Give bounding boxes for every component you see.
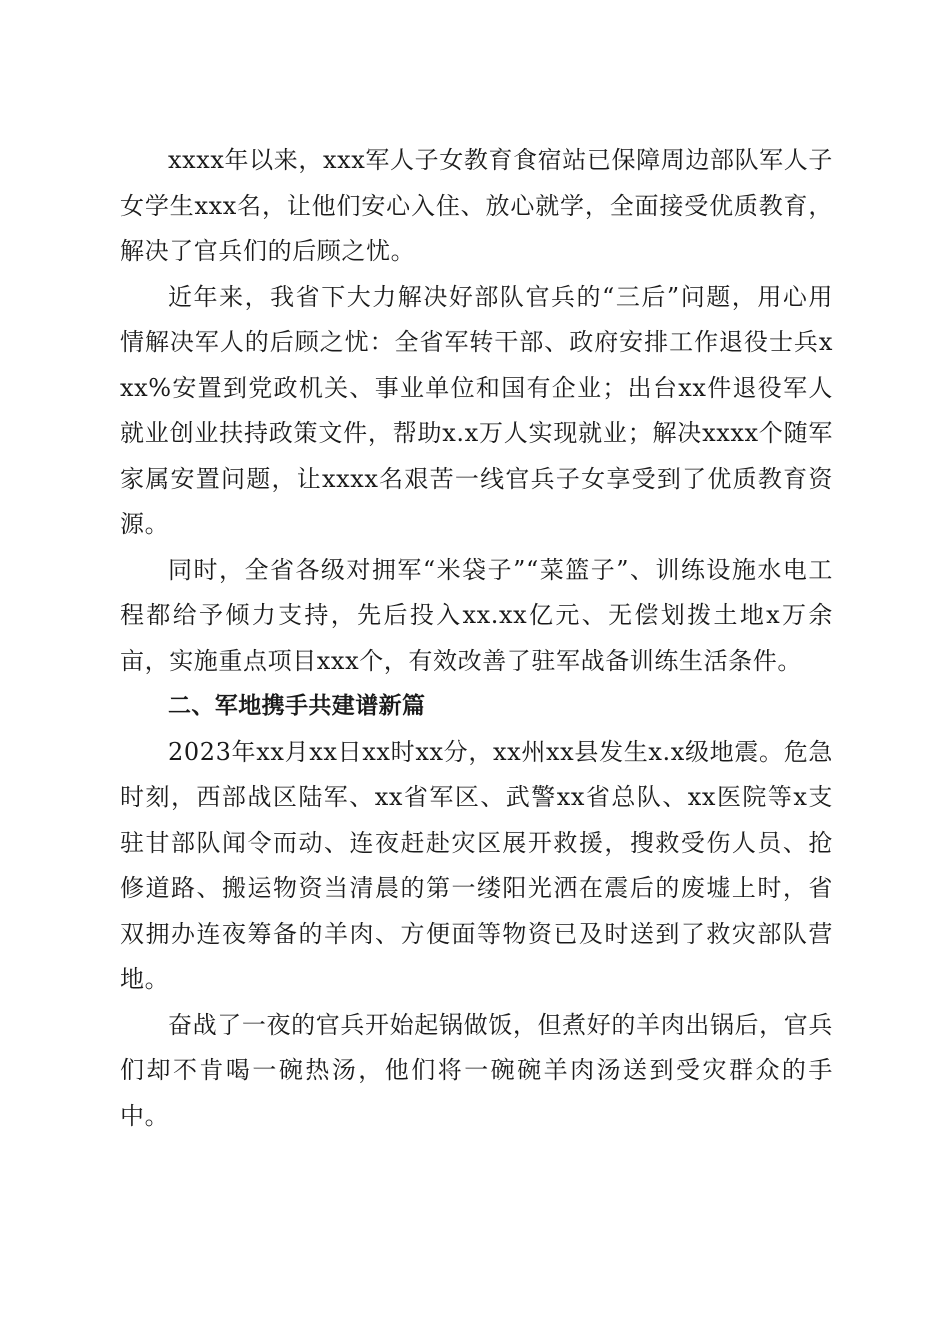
document-page	[120, 138, 833, 1139]
paragraph-support-investment: 同时，全省各级对拥军“米袋子”“菜篮子”、训练设施水电工程都给予倾力支持，先后投入xx.xx亿元、无偿划拨土地x万余亩，实施重点项目xxx个，有效改善了驻军战备训练生活条件。	[120, 555, 833, 675]
section-heading: 二、军地携手共建谱新篇	[168, 693, 426, 719]
paragraph-three-concerns: 近年来，我省下大力解决好部队官兵的“三后”问题，用心用情解决军人的后顾之忧：全省军转干部、政府安排工作退役士兵xxx%安置到党政机关、事业单位和国有企业；出台xx件退役军人就业创业扶持政策文件，帮助x.x万人实现就业；解决xxxx个随军家属安置问题，让xxxx名艰苦一线官兵子女享受到了优质教育资源。	[120, 282, 833, 538]
paragraph-mutton-soup: 奋战了一夜的官兵开始起锅做饭，但煮好的羊肉出锅后，官兵们却不肯喝一碗热汤，他们将一碗碗羊肉汤送到受灾群众的手中。	[120, 1010, 833, 1130]
paragraph-earthquake-rescue: 2023年xx月xx日xx时xx分，xx州xx县发生x.x级地震。危急时刻，西部战区陆军、xx省军区、武警xx省总队、xx医院等x支驻甘部队闻令而动、连夜赶赴灾区展开救援，搜救受伤人员、抢修道路、搬运物资当清晨的第一缕阳光洒在震后的废墟上时，省双拥办连夜筹备的羊肉、方便面等物资已及时送到了救灾部队营地。	[120, 737, 833, 993]
paragraph-education-station: xxxx年以来，xxx军人子女教育食宿站已保障周边部队军人子女学生xxx名，让他们安心入住、放心就学，全面接受优质教育，解决了官兵们的后顾之忧。	[120, 146, 833, 265]
